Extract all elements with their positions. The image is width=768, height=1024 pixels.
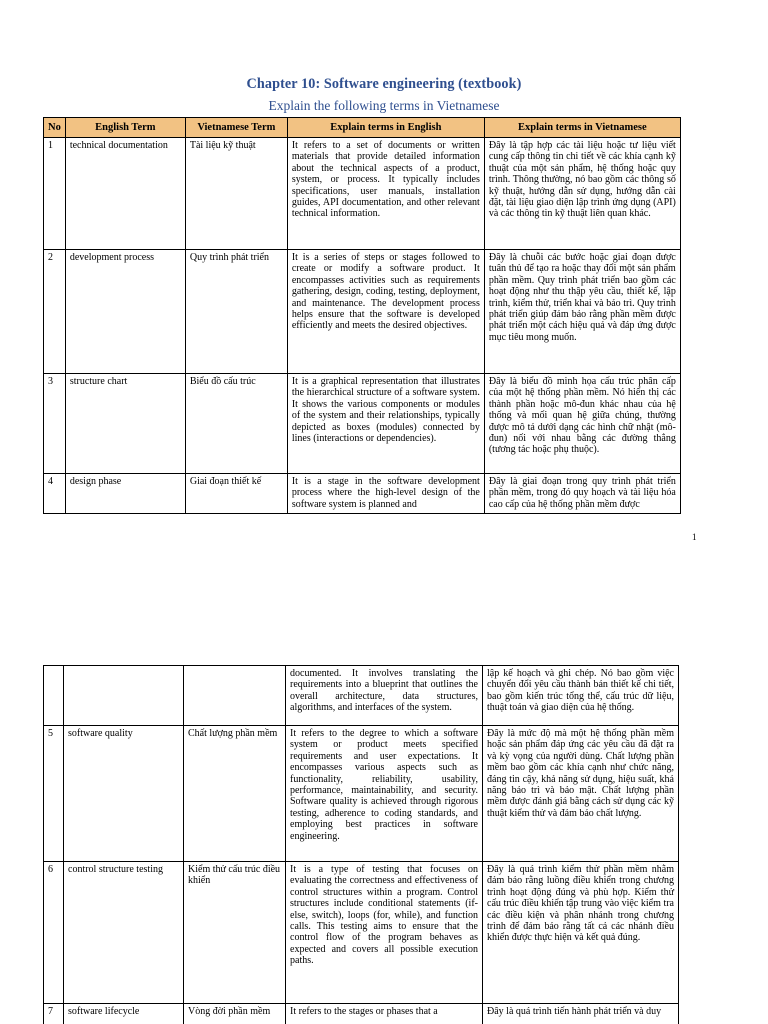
explain-english: documented. It involves translating the requirements into a blueprint that outlines the overall architecture, data structures, algorithms, and interfaces of the system. xyxy=(286,666,483,726)
header-english-term: English Term xyxy=(65,118,185,138)
explain-english: It refers to the degree to which a software system or product meets specified requirements and user expectations. It encompasses various aspects such as functionality, reliability, usability, performance, maintainability, and security. Software quality is achieved through rigorous testing, adherence to coding standards, and employing best practices in software engineering. xyxy=(286,726,483,862)
explain-english: It is a graphical representation that illustrates the hierarchical structure of a software system. It shows the various components or modules of the system and their relationships, typically depicted as boxes (modules) connected by lines (interactions or dependencies). xyxy=(287,374,484,474)
page-gap xyxy=(0,560,768,662)
explain-vietnamese: Đây là quá trình kiểm thử phần mềm nhằm đảm bảo rằng luồng điều khiển trong chương trình hoạt động đúng và phù hợp. Kiểm thử cấu trúc điều khiển tập trung vào việc kiểm tra các điều kiện và phân nhánh trong chương trình để đảm bảo rằng tất cả các nhánh điều khiển được thực hiện và kết quả đúng. xyxy=(483,862,679,1004)
document-title: Chapter 10: Software engineering (textbook) xyxy=(246,76,522,92)
header-explain-vietnamese: Explain terms in Vietnamese xyxy=(484,118,680,138)
explain-vietnamese: Đây là giai đoạn trong quy trình phát triển phần mềm, trong đó quy hoạch và tài liệu hóa cao cấp của hệ thống phần mềm được xyxy=(484,474,680,514)
explain-english: It is a series of steps or stages followed to create or modify a software product. It encompasses activities such as requirements gathering, design, coding, testing, deployment, and maintenance. The development process helps ensure that the software is developed efficiently and meets the desired objectives. xyxy=(287,250,484,374)
explain-vietnamese: Đây là chuỗi các bước hoặc giai đoạn được tuân thủ để tạo ra hoặc thay đổi một sản phẩm phần mềm. Quy trình phát triển bao gồm các hoạt động như thu thập yêu cầu, thiết kế, lập trình, kiểm thử, triển khai và bảo trì. Quy trình phát triển giúp đảm bảo rằng phần mềm được phát triển một cách hiệu quả và đáp ứng được mục tiêu mong muốn. xyxy=(484,250,680,374)
english-term: software quality xyxy=(64,726,184,862)
english-term: design phase xyxy=(65,474,185,514)
row-number: 2 xyxy=(44,250,66,374)
explain-vietnamese: Đây là mức độ mà một hệ thống phần mềm hoặc sản phẩm đáp ứng các yêu cầu đã đặt ra và kỳ vọng của người dùng. Chất lượng phần mềm bao gồm các khía cạnh như chức năng, đáng tin cậy, khả năng sử dụng, hiệu suất, khả năng bảo trì và bảo mật. Chất lượng phần mềm được đánh giá bằng cách sử dụng các kỹ thuật kiểm thử và đảm bảo chất lượng. xyxy=(483,726,679,862)
explain-vietnamese: lập kế hoạch và ghi chép. Nó bao gồm việc chuyển đổi yêu cầu thành bản thiết kế chi tiết, bao gồm kiến trúc tổng thể, cấu trúc dữ liệu, thuật toán và giao diện của hệ thống. xyxy=(483,666,679,726)
table-header-row xyxy=(44,118,681,138)
document-subtitle: Explain the following terms in Vietnamese xyxy=(268,98,500,113)
explain-english: It refers to a set of documents or written materials that provide detailed information about the technical aspects of a product, system, or process. It typically includes specifications, user manuals, installation guides, API documentation, and other relevant technical information. xyxy=(287,138,484,250)
table-row xyxy=(44,138,681,250)
english-term: structure chart xyxy=(65,374,185,474)
explain-english: It is a stage in the software development process where the high-level design of the software system is planned and xyxy=(287,474,484,514)
row-number xyxy=(44,666,64,726)
table-row xyxy=(44,666,679,726)
row-number: 3 xyxy=(44,374,66,474)
table-row xyxy=(44,726,679,862)
header-vietnamese-term: Vietnamese Term xyxy=(185,118,287,138)
vietnamese-term: Quy trình phát triển xyxy=(185,250,287,374)
explain-english: It refers to the stages or phases that a xyxy=(286,1004,483,1024)
explain-vietnamese: Đây là tập hợp các tài liệu hoặc tư liệu viết cung cấp thông tin chi tiết về các khía cạnh kỹ thuật của một sản phẩm, hệ thống hoặc quy trình. Thông thường, nó bao gồm các thông số kỹ thuật, hướng dẫn sử dụng, hướng dẫn cài đặt, tài liệu giao diện lập trình ứng dụng (API) và các thông tin kỹ thuật liên quan khác. xyxy=(484,138,680,250)
explain-english: It is a type of testing that focuses on evaluating the correctness and effectiveness of control structures within a program. Control structures include conditional statements (if-else, switch), loops (for, while), and function calls. This testing aims to ensure that the control flow of the program behaves as expected and covers all possible execution paths. xyxy=(286,862,483,1004)
row-number: 1 xyxy=(44,138,66,250)
english-term: development process xyxy=(65,250,185,374)
vietnamese-term: Biểu đồ cấu trúc xyxy=(185,374,287,474)
row-number: 5 xyxy=(44,726,64,862)
vietnamese-term xyxy=(184,666,286,726)
explain-vietnamese: Đây là quá trình tiến hành phát triển và duy xyxy=(483,1004,679,1024)
table-row xyxy=(44,250,681,374)
vietnamese-term: Chất lượng phần mềm xyxy=(184,726,286,862)
row-number: 7 xyxy=(44,1004,64,1024)
table-row xyxy=(44,862,679,1004)
vietnamese-term: Kiểm thử cấu trúc điều khiển xyxy=(184,862,286,1004)
terms-table-page-1 xyxy=(43,117,681,514)
row-number: 6 xyxy=(44,862,64,1004)
vietnamese-term: Vòng đời phần mềm xyxy=(184,1004,286,1024)
english-term: technical documentation xyxy=(65,138,185,250)
table-row xyxy=(44,474,681,514)
vietnamese-term: Giai đoạn thiết kế xyxy=(185,474,287,514)
header-explain-english: Explain terms in English xyxy=(287,118,484,138)
explain-vietnamese: Đây là biểu đồ minh họa cấu trúc phân cấp của một hệ thống phần mềm. Nó hiển thị các thành phần hoặc mô-đun khác nhau của hệ thống và mối quan hệ giữa chúng, thường được mô tả dưới dạng các hình chữ nhật (mô-đun) nối với nhau bằng các đường thẳng (tương tác hoặc phụ thuộc). xyxy=(484,374,680,474)
page-2 xyxy=(0,662,768,1024)
terms-table-page-2 xyxy=(43,665,679,1024)
table-row xyxy=(44,1004,679,1024)
table-row xyxy=(44,374,681,474)
page-number: 1 xyxy=(692,532,697,542)
vietnamese-term: Tài liệu kỹ thuật xyxy=(185,138,287,250)
english-term xyxy=(64,666,184,726)
row-number: 4 xyxy=(44,474,66,514)
english-term: software lifecycle xyxy=(64,1004,184,1024)
header-no: No xyxy=(44,118,66,138)
english-term: control structure testing xyxy=(64,862,184,1004)
